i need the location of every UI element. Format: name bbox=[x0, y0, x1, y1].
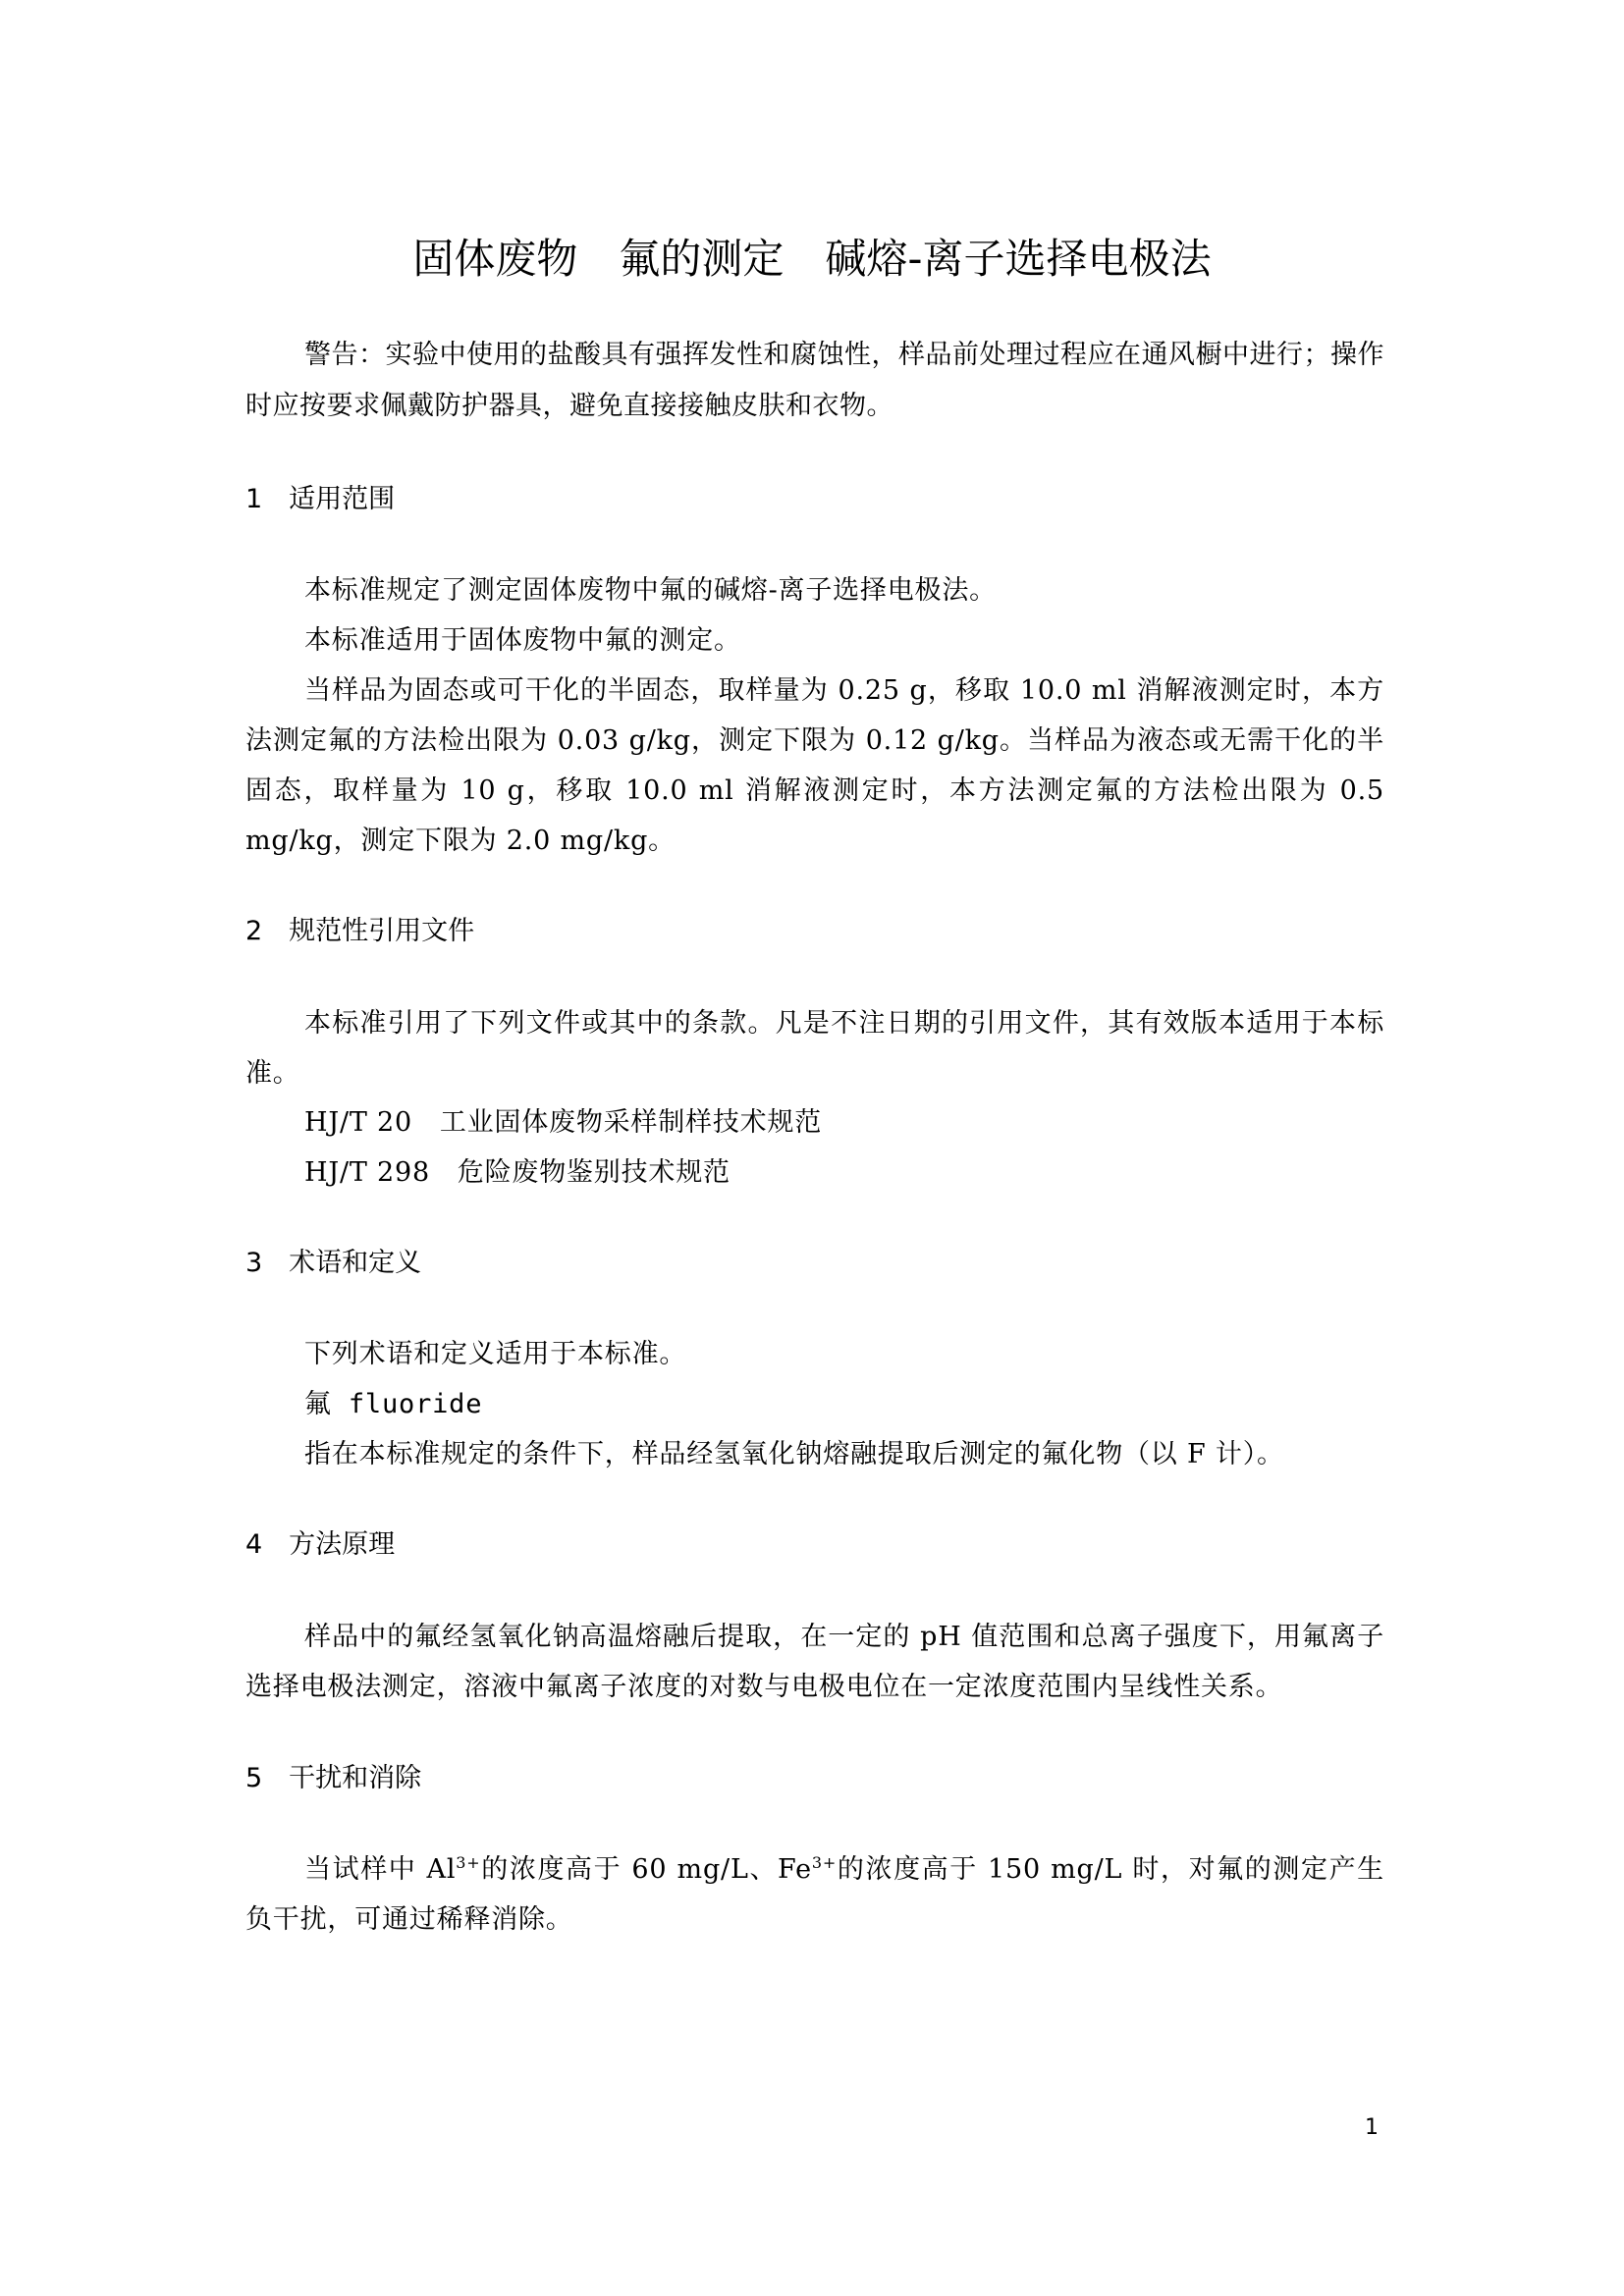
page-number: 1 bbox=[1365, 2115, 1379, 2140]
section-4-heading: 4 方法原理 bbox=[245, 1529, 396, 1560]
section-5-heading: 5 干扰和消除 bbox=[245, 1763, 422, 1793]
term-definition: 指在本标准规定的条件下，样品经氢氧化钠熔融提取后测定的氟化物（以 F 计）。 bbox=[304, 1439, 1284, 1469]
section-3-paragraph-1: 下列术语和定义适用于本标准。 bbox=[304, 1339, 687, 1369]
reference-item: HJ/T 298 危险废物鉴别技术规范 bbox=[304, 1157, 731, 1188]
reference-item: HJ/T 20 工业固体废物采样制样技术规范 bbox=[304, 1107, 823, 1138]
document-title: 固体废物 氟的测定 碱熔-离子选择电极法 bbox=[412, 235, 1212, 283]
ion-charge-superscript: 3+ bbox=[811, 1853, 838, 1872]
interference-text: 的浓度高于 150 mg/L 时，对氟的测定产生负干扰，可通过稀释消除。 bbox=[245, 1854, 1384, 1935]
term-fluoride: 氟 fluoride bbox=[304, 1389, 483, 1419]
section-3-heading: 3 术语和定义 bbox=[245, 1248, 422, 1278]
section-5-paragraph-1 bbox=[245, 1844, 1384, 1945]
section-4-paragraph-1: 样品中的氟经氢氧化钠高温熔融后提取，在一定的 pH 值范围和总离子强度下，用氟离子选择电极法测定，溶液中氟离子浓度的对数与电极电位在一定浓度范围内呈线性关系。 bbox=[245, 1622, 1384, 1702]
section-1-heading: 1 适用范围 bbox=[245, 484, 396, 514]
interference-text: 当试样中 Al bbox=[304, 1854, 457, 1885]
section-1-paragraph-2: 本标准适用于固体废物中氟的测定。 bbox=[304, 625, 741, 656]
section-2-heading: 2 规范性引用文件 bbox=[245, 916, 475, 946]
section-1-paragraph-3: 当样品为固态或可干化的半固态，取样量为 0.25 g，移取 10.0 ml 消解液测定时，本方法测定氟的方法检出限为 0.03 g/kg，测定下限为 0.12 g/kg。当样品为液态或无需干化的半固态，取样量为 10 g，移取 10.0 ml 消解液测定时，本方法测定氟的方法检出限为 0.5 mg/kg，测定下限为 2.0 mg/kg。 bbox=[245, 675, 1384, 856]
warning-notice: 警告：实验中使用的盐酸具有强挥发性和腐蚀性，样品前处理过程应在通风橱中进行；操作时应按要求佩戴防护器具，避免直接接触皮肤和衣物。 bbox=[245, 340, 1384, 421]
interference-text: 的浓度高于 60 mg/L、Fe bbox=[480, 1854, 812, 1885]
section-2-paragraph-1: 本标准引用了下列文件或其中的条款。凡是不注日期的引用文件，其有效版本适用于本标准。 bbox=[245, 1008, 1384, 1089]
ion-charge-superscript: 3+ bbox=[456, 1853, 481, 1872]
section-1-paragraph-1: 本标准规定了测定固体废物中氟的碱熔-离子选择电极法。 bbox=[304, 575, 997, 606]
